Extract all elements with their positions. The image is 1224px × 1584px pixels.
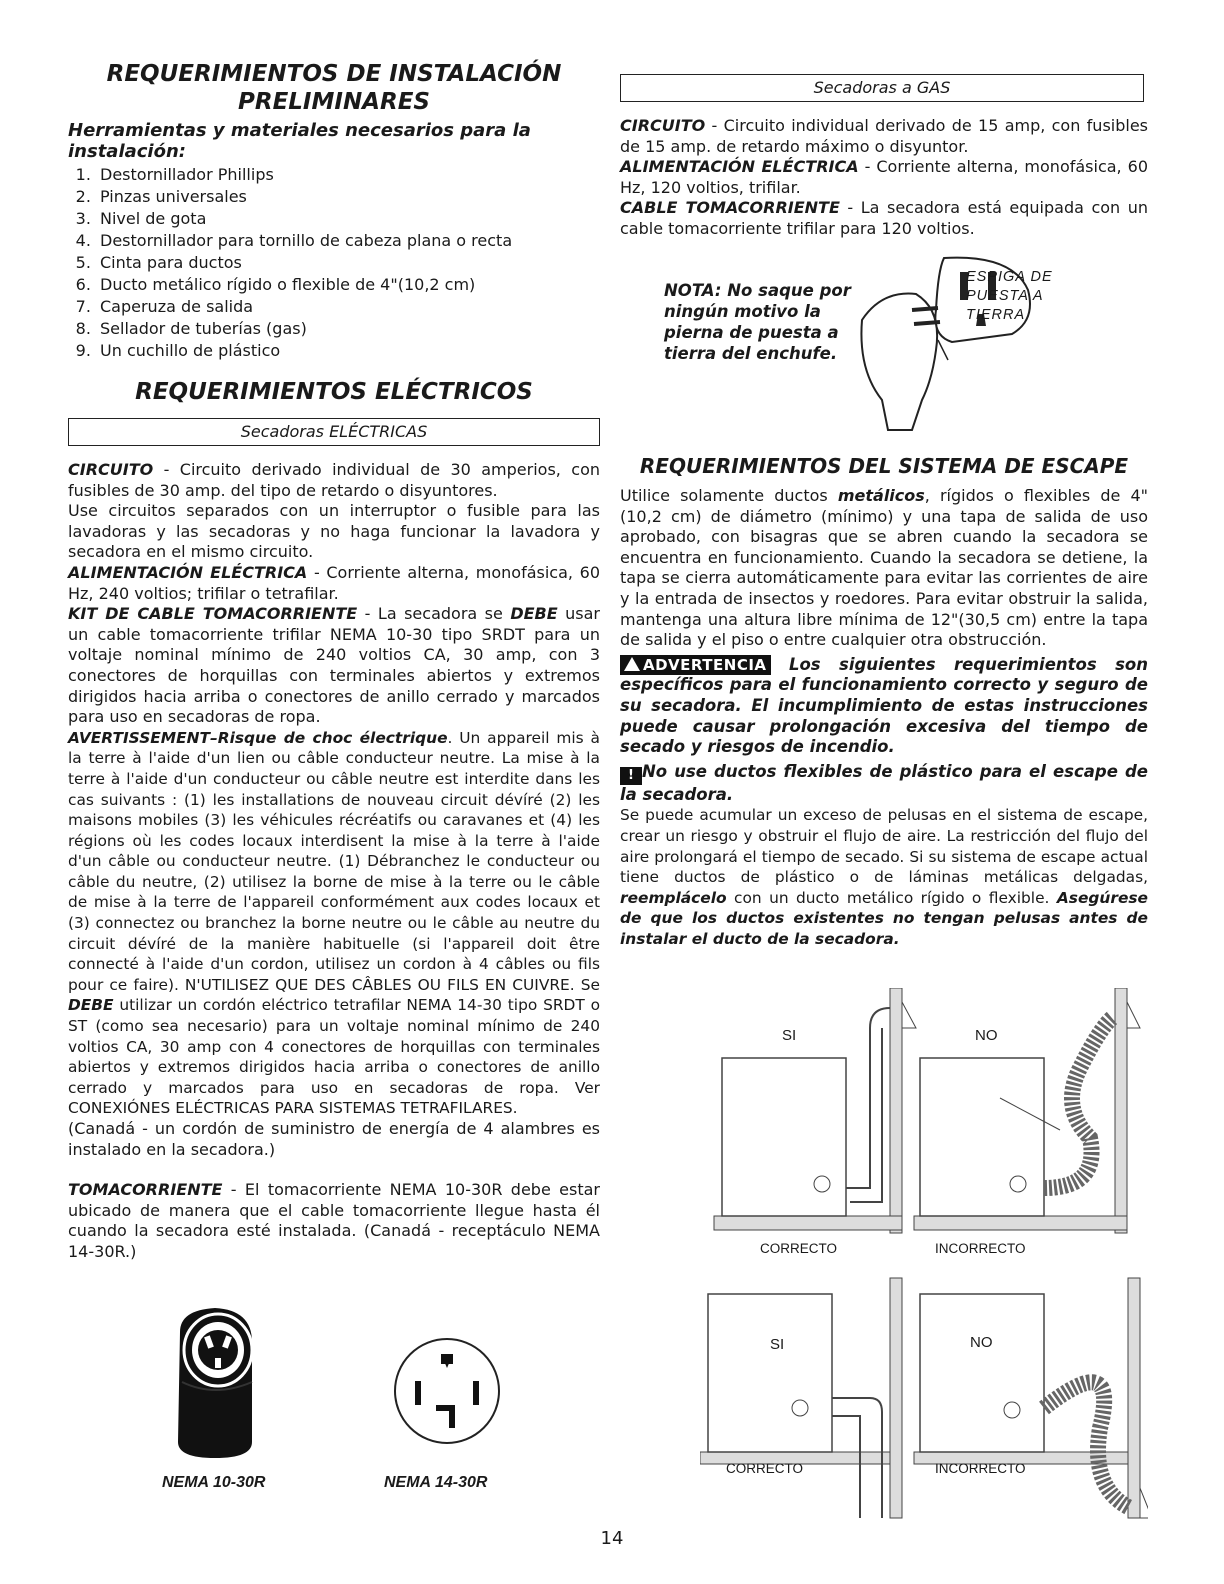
diagram-incorrecto-bottom: INCORRECTO [935,1461,1026,1476]
avertissement-debe: DEBE [68,996,114,1015]
grounding-prong-label [966,268,1053,325]
nema-14-30r-caption: NEMA 14-30R [384,1474,488,1491]
list-item: 5. Cinta para ductos [96,252,600,274]
kit-text2: usar un cable tomacorriente trifilar NEMA 10-30 tipo SRDT para un voltaje nominal mínimo de 240 voltios CA, 30 amp, con 3 conectores de horquillas con terminales abiertos y extremos dirigidos hacia arriba o conectores de anillo cerrado y marcados para uso en secadoras de ropa. [68,604,600,727]
electrical-title: REQUERIMIENTOS ELÉCTRICOS [135,379,533,405]
lint-text-1: Se puede acumular un exceso de pelusas en el sistema de escape, crear un riesgo y obstruir el flujo de aire. La restricción del flujo del aire prolongará el tiempo de secado. Si su sistema de escape actual tiene ductos de plástico o de láminas metálicas delgadas, [620,806,1148,887]
gas-alimentacion-text: - Corriente alterna, monofásica, 60 Hz, 120 voltios, trifilar. [620,157,1148,197]
canada-paragraph: (Canadá - un cordón de suministro de energía de 4 alambres es instalado en la secadora.) [68,1119,600,1159]
install-title-line1: REQUERIMIENTOS DE INSTALACIÓN [106,61,562,87]
diagram-si-top: SI [782,1027,797,1044]
alimentacion-label: ALIMENTACIÓN ELÉCTRICA [68,562,308,582]
list-item: 3. Nivel de gota [96,208,600,230]
list-item: 9. Un cuchillo de plástico [96,340,600,362]
warning-icon: ! [620,767,642,785]
avertissement-text: . Un appareil mis à la terre à l'aide d'un lien ou câble conducteur neutre. La mise à la terre à l'aide d'un conducteur ou câble neutre est interdite dans les cas suivants : (1) les installations de nouveau circuit dévíré (2) les maisons mobiles (3) les véhicules récréatifs ou caravanes et (4) les régions où les codes locaux interdisent la mise à la terre à l'aide d'un câble ou conducteur neutre. (1) Débranchez le conducteur ou câble du neutre, (2) utilisez la borne de mise à la terre ou le câble de mise à la terre de l'appareil conformément aux codes locaux et (3) connectez ou branchez la borne neutre ou le câble au neutre du circuit dévíré de la manière habituelle (si l'appareil doit être connecté à l'aide d'un cordon, utilisez un cordon à 4 câbles ou fils pour ce faire). N'UTILISEZ QUE DES CÂBLES OU FILS EN CUIVRE. Se [68,728,600,994]
gas-circuito-paragraph [620,116,1148,157]
kit-debe: DEBE [510,604,558,624]
gas-cable-label: CABLE TOMACORRIENTE [620,198,840,218]
gas-dryers-box: Secadoras a GAS [620,74,1144,102]
alimentacion-text: - Corriente alterna, monofásica, 60 Hz, 240 voltios; trifilar o tetrafilar. [68,562,600,603]
warning-triangle-icon [624,657,640,671]
exhaust-text-a: Utilice solamente ductos [620,486,838,505]
tools-heading: Herramientas y materiales necesarios para la instalación: [68,120,531,162]
tomacorriente-paragraph [68,1180,600,1262]
avertissement-paragraph [68,728,600,1119]
page-number: 14 [600,1528,624,1549]
grounding-prong-line2: PUESTA A [966,288,1044,304]
exhaust-section [620,452,1148,949]
grounding-prong-line3: TIERRA [966,307,1026,323]
separate-circuits-paragraph: Use circuitos separados con un interruptor o fusible para las lavadoras y las secadoras y no haga funcionar la lavadora y secadora en el mismo circuito. [68,501,600,562]
tools-list [68,164,600,362]
gas-cable-paragraph [620,198,1148,239]
list-item: 8. Sellador de tuberías (gas) [96,318,600,340]
list-item: 6. Ducto metálico rígido o flexible de 4"(10,2 cm) [96,274,600,296]
kit-paragraph [68,604,600,728]
advertencia-badge [620,655,771,676]
diagram-si-bottom: SI [770,1336,785,1353]
kit-label: KIT DE CABLE TOMACORRIENTE [68,604,358,624]
exhaust-text-b: , rígidos o flexibles de 4" (10,2 cm) de diámetro (mínimo) y una tapa de salida de uso aprobado, con bisagras que se abren cuando la secadora se encuentra en funcionamiento. Cuando la secadora se detiene, la tapa se cierra automáticamente para evitar las corrientes de aire y la entrada de insectos y roedores. Para evitar obstruir la salida, mantenga una altura libre mínima de 12"(30,5 cm) entre la tapa de salida y el piso o entre cualquier otra obstrucción. [620,486,1148,650]
exhaust-metalicos: metálicos [837,486,925,505]
lint-reemplacelo: reemplácelo [620,888,727,907]
nota-text: NOTA: No saque por ningún motivo la pierna de puesta a tierra del enchufe. [664,281,851,363]
diagram-incorrecto-top: INCORRECTO [935,1241,1026,1256]
diagram-correcto-bottom: CORRECTO [726,1461,804,1476]
diagram-no-bottom: NO [970,1334,993,1351]
list-item: 2. Pinzas universales [96,186,600,208]
circuito-label: CIRCUITO [68,460,154,479]
alimentacion-paragraph [68,563,600,604]
list-item: 4. Destornillador para tornillo de cabeza plana o recta [96,230,600,252]
avertissement-text2: utilizar un cordón eléctrico tetrafilar NEMA 14-30 tipo SRDT o ST (como sea necesario) para un voltaje nominal mínimo de 240 voltios CA, 30 amp con 4 conectores de horquillas con terminales abiertos y extremos dirigidos hacia arriba o conectores de anillo cerrado y marcados para uso en secadoras de ropa. Ver CONEXIÓNES ELÉCTRICAS PARA SISTEMAS TETRAFILARES. [68,996,600,1118]
circuito-text: - Circuito derivado individual de 30 amperios, con fusibles de 30 amp. del tipo de retardo o disyuntores. [68,460,600,500]
nema-14-30r-receptacle-image [392,1336,502,1446]
list-item: 7. Caperuza de salida [96,296,600,318]
tomacorriente-text: - El tomacorriente NEMA 10-30R debe estar ubicado de manera que el cable tomacorriente llegue hasta él cuando la secadora esté instalada. (Canadá - receptáculo NEMA 14-30R.) [68,1180,600,1261]
gas-alimentacion-label: ALIMENTACIÓN ELÉCTRICA [620,157,859,177]
exhaust-title: REQUERIMIENTOS DEL SISTEMA DE ESCAPE [639,454,1129,478]
gas-circuito-text: - Circuito individual derivado de 15 amp, con fusibles de 15 amp. de retardo máximo o disyuntor. [620,116,1148,156]
plastic-warning-text: No use ductos flexibles de plástico para el escape de la secadora. [620,761,1148,804]
nema-10-30r-caption: NEMA 10-30R [162,1474,266,1491]
kit-text: - La secadora se [357,604,511,624]
left-column [68,60,600,1263]
gas-alimentacion-paragraph [620,157,1148,198]
avertissement-label: AVERTISSEMENT–Risque de choc électrique [68,728,448,747]
advertencia-text: Los siguientes requerimientos son específicos para el funcionamiento correcto y seguro de su secadora. El incumplimiento de estas instrucciones puede causar prolongación excesiva del tiempo de secado y riesgos de incendio. [620,654,1148,757]
exhaust-paragraph [620,486,1148,651]
lint-paragraph [620,805,1148,949]
grounding-prong-line1: ESPIGA DE [966,269,1053,285]
lint-asegurese: Asegúrese de que los ductos existentes no tengan pelusas antes de instalar el ducto de la secadora. [620,888,1148,948]
diagram-no-top: NO [975,1027,998,1044]
duct-installation-diagram [700,988,1148,1528]
diagram-correcto-top: CORRECTO [760,1241,838,1256]
gas-circuito-label: CIRCUITO [620,116,706,135]
advertencia-badge-text: ADVERTENCIA [643,655,767,674]
list-item: 1. Destornillador Phillips [96,164,600,186]
advertencia-paragraph [620,655,1148,758]
circuito-paragraph [68,460,600,501]
gas-cable-text: - La secadora está equipada con un cable tomacorriente trifilar para 120 voltios. [620,198,1148,238]
install-title-line2: PRELIMINARES [238,89,430,115]
tomacorriente-label: TOMACORRIENTE [68,1180,223,1200]
right-column [620,74,1148,240]
lint-text-2: con un ducto metálico rígido o flexible. [726,888,1057,907]
plastic-warning-paragraph [620,762,1148,806]
electric-dryers-box: Secadoras ELÉCTRICAS [68,418,600,446]
nema-10-30r-receptacle-image [160,1302,270,1462]
